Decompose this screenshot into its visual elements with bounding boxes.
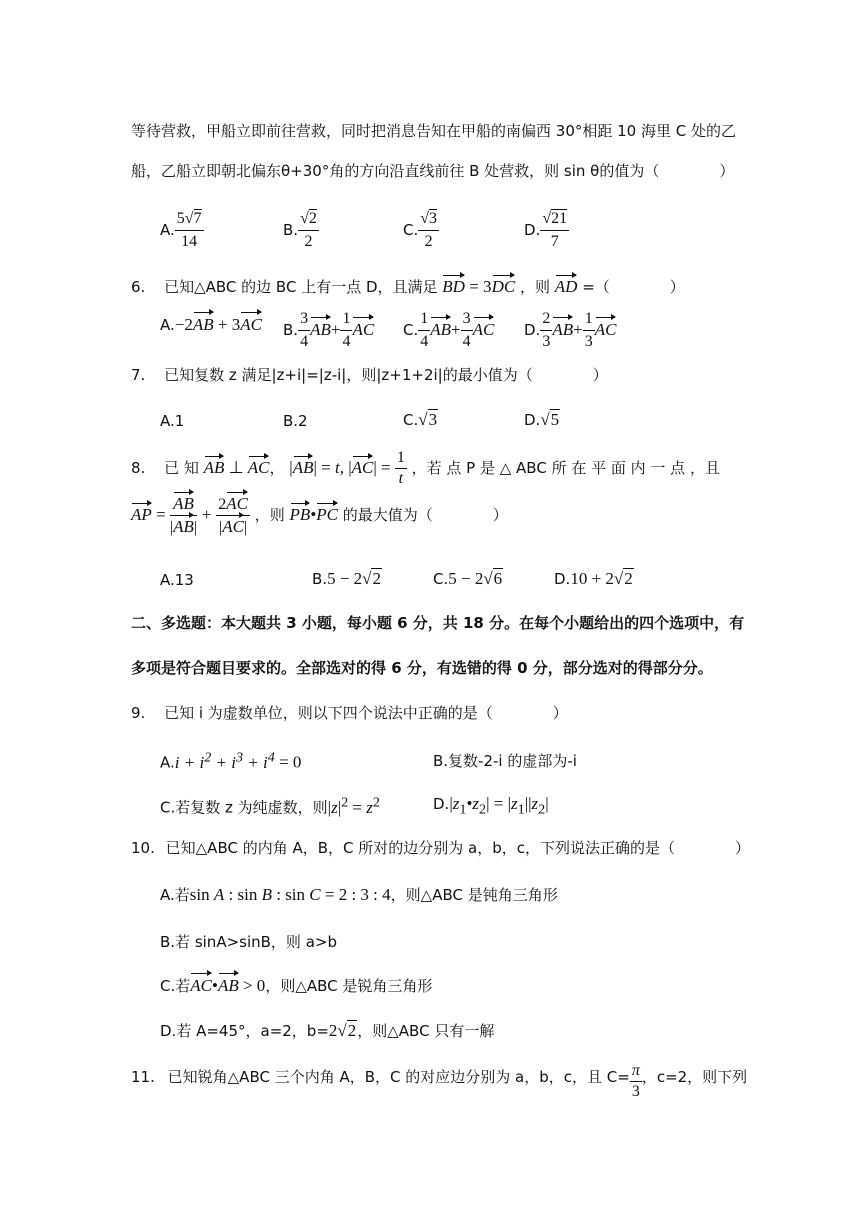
q5-a-math: $\frac{5√7}{14}$ <box>176 210 202 250</box>
q5-d-math: $\frac{√21}{7}$ <box>542 210 568 250</box>
q7-option-c[interactable]: C.√3 <box>403 410 438 429</box>
q10-option-b[interactable]: B.若 sinA>sinB，则 a>b <box>160 933 337 951</box>
option-label: D. <box>524 321 541 339</box>
q5-option-c[interactable] <box>403 210 439 251</box>
option-label: D. <box>524 411 541 429</box>
option-label: C. <box>433 570 449 588</box>
q11-stem: 11. 已知锐角△ABC 三个内角 A，B，C 的对应边分别为 a，b，c，且 C= $\frac{\pi}{3}$ ，c=2，则下列 <box>131 1062 748 1100</box>
q9-option-a[interactable]: $A.i + i^2 + i^3 + i^4 = 0$ <box>160 749 302 772</box>
q5-text-line1: 等待营救，甲船立即前往营救，同时把消息告知在甲船的南偏西 30°相距 10 海里 C 处的乙 <box>131 122 736 140</box>
q6-option-a[interactable]: A.−2AB + 3AC <box>160 315 262 334</box>
q7-option-b[interactable]: B.2 <box>283 412 308 430</box>
q5-option-d[interactable] <box>524 210 569 251</box>
question-number: 7. <box>131 366 146 384</box>
question-number: 6. <box>131 278 146 296</box>
q9-stem <box>131 706 568 721</box>
q5-option-a[interactable] <box>160 210 204 251</box>
option-label: D.若 A=45°，a=2，b= <box>160 1022 329 1040</box>
q11-text: 已知锐角△ABC 三个内角 A，B，C 的对应边分别为 a，b，c，且 C= <box>167 1068 630 1086</box>
q8-option-b[interactable]: B.5 − 2√2 <box>312 569 381 588</box>
question-number: 9. <box>131 704 146 722</box>
option-label: C. <box>403 411 419 429</box>
q6-text: =（ ） <box>582 278 685 296</box>
q10-option-a[interactable]: A.若sin A : sin B : sin C = 2 : 3 : 4，则△ABC 是钝角三角形 <box>160 885 558 904</box>
option-label: D. <box>433 795 450 813</box>
q8-option-d[interactable]: D.10 + 2√2 <box>554 569 633 588</box>
q8-text: ，若 点 P 是 △ ABC 所 在 平 面 内 一 点 ，且 <box>411 459 720 477</box>
q7-stem <box>131 368 608 383</box>
question-number: 8. <box>131 459 146 477</box>
question-number: 11. <box>131 1068 155 1086</box>
vector-dc: DC <box>491 277 516 296</box>
option-text: ，则△ABC 是钝角三角形 <box>390 886 558 904</box>
option-label: B. <box>283 321 299 339</box>
q8-option-c[interactable]: C.5 − 2√6 <box>433 569 503 588</box>
option-text: ，则△ABC 是锐角三角形 <box>265 977 433 995</box>
q5-option-b[interactable] <box>283 210 319 251</box>
q8-stem-line2: AP = $\frac{AB}{|AB|}$ + $\frac{2AC}{|AC|}$ ，则 PB•PC 的最大值为（ ） <box>131 494 508 536</box>
q5-b-math: $\frac{√2}{2}$ <box>300 210 317 250</box>
option-label: D. <box>524 221 541 239</box>
section-2-header-line1: 二、多选题：本大题共 3 小题，每小题 6 分，共 18 分。在每个小题给出的四个选项中，有 <box>131 614 745 632</box>
q5-c-math: $\frac{√3}{2}$ <box>420 210 438 250</box>
q8-option-a[interactable]: A.13 <box>160 571 194 589</box>
q10-option-d[interactable]: D.若 A=45°，a=2，b=2√2，则△ABC 只有一解 <box>160 1021 495 1040</box>
q7-option-d[interactable]: D.√5 <box>524 410 560 429</box>
option-label: C. <box>403 321 419 339</box>
option-label: C.若复数 z 为纯虚数，则 <box>160 798 328 817</box>
q9-option-b[interactable]: B.复数-2-i 的虚部为-i <box>433 752 577 770</box>
q8-stem-line1: 8. 已 知 AB ⊥ AC， |AB| = t, |AC| = $\frac{1}{t}$ ，若 点 P 是 △ ABC 所 在 平 面 内 一 点 ，且 <box>131 449 720 487</box>
q11-text: ，c=2，则下列 <box>641 1068 748 1086</box>
q9-text: 已知 i 为虚数单位，则以下四个说法中正确的是（ ） <box>164 704 568 722</box>
option-text: ，则△ABC 只有一解 <box>357 1022 495 1040</box>
option-label: C. <box>403 221 419 239</box>
q6-stem: 6. 已知△ABC 的边 BC 上有一点 D，且满足 BD = 3DC ，则 AD =（ ） <box>131 277 685 296</box>
q6-text: 已知△ABC 的边 BC 上有一点 D，且满足 <box>164 278 438 296</box>
q6-text: ，则 <box>519 278 550 296</box>
q5-text-line2: 船，乙船立即朝北偏东θ+30°角的方向沿直线前往 B 处营救，则 sin θ的值为（ ） <box>131 162 735 180</box>
q7-text: 已知复数 z 满足|z+i|=|z-i|，则|z+1+2i|的最小值为（ ） <box>164 366 608 384</box>
vector-bd: BD <box>442 277 465 296</box>
q7-option-a[interactable]: A.1 <box>160 412 185 430</box>
option-label: A. <box>160 316 175 334</box>
q6-option-d[interactable]: D. $\frac{2}{3}$ AB+ $\frac{1}{3}$ AC <box>524 310 617 350</box>
q10-option-c[interactable]: C.若AC•AB > 0，则△ABC 是锐角三角形 <box>160 976 433 995</box>
q6-option-c[interactable]: C. $\frac{1}{4}$ AB+ $\frac{3}{4}$ AC <box>403 310 495 350</box>
option-label: A. <box>160 753 175 772</box>
option-label: A.若 <box>160 886 190 904</box>
option-label: D. <box>554 570 571 588</box>
q8-text: 的最大值为（ ） <box>342 506 508 524</box>
option-label: A. <box>160 221 175 239</box>
q9-option-d[interactable]: $D.|z_1•z_2| = |z_1||z_2|$ <box>433 794 549 818</box>
option-label: B. <box>312 570 328 588</box>
section-2-header-line2: 多项是符合题目要求的。全部选对的得 6 分，有选错的得 0 分，部分选对的得部分分。 <box>131 659 713 677</box>
q9-option-c[interactable]: C.若复数 z 为纯虚数，则$|z|^2 = z^2$ <box>160 794 380 817</box>
q6-option-b[interactable]: B. $\frac{3}{4}$ AB+ $\frac{1}{4}$ AC <box>283 310 375 350</box>
q8-text: ，则 <box>254 506 285 524</box>
question-number: 10. <box>131 839 155 857</box>
q10-text: 已知△ABC 的内角 A，B，C 所对的边分别为 a，b，c，下列说法正确的是（ ） <box>165 839 750 857</box>
q10-stem <box>131 841 750 856</box>
option-label: B. <box>283 221 299 239</box>
option-label: C.若 <box>160 977 191 995</box>
q8-text: 已 知 <box>164 459 199 477</box>
vector-ad: AD <box>554 277 578 296</box>
